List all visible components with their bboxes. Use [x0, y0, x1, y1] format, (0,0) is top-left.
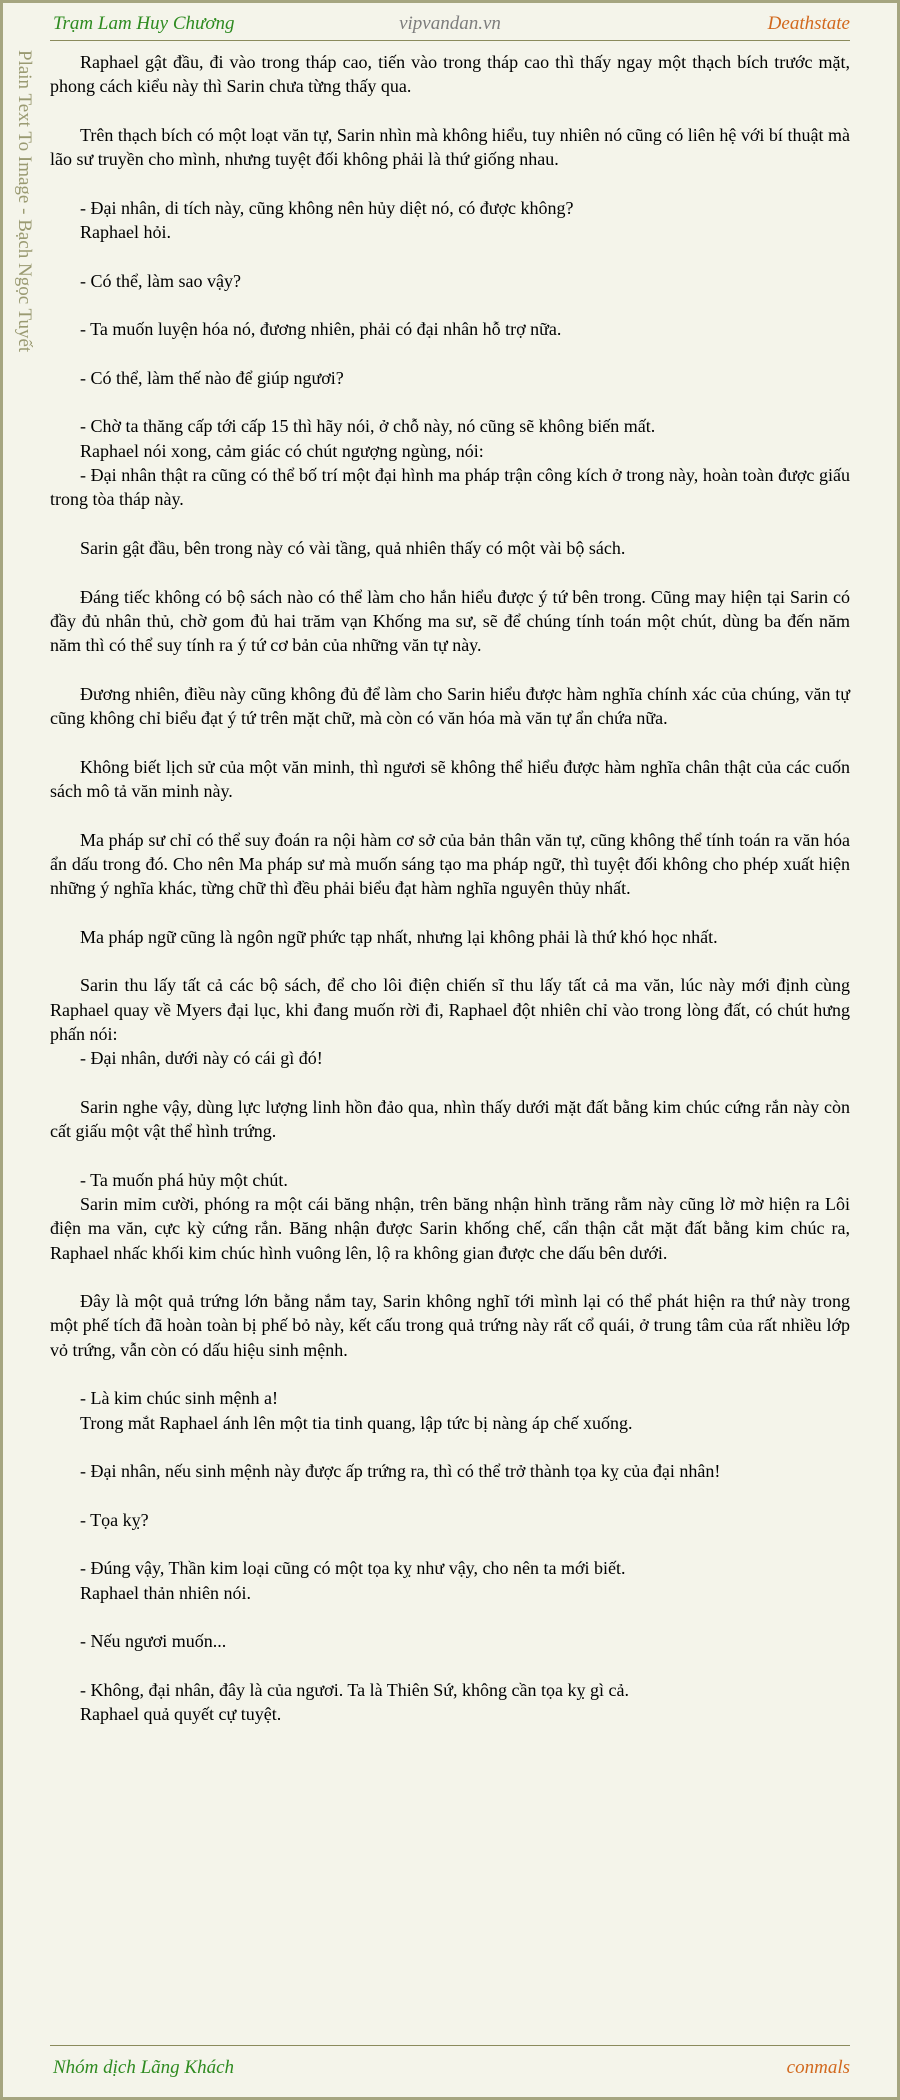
paragraph-text: Trên thạch bích có một loạt văn tự, Sarin nhìn mà không hiểu, tuy nhiên nó cũng có liên hệ với bí thuật mà lão sư truyền cho mình, nhưng tuyệt đối không phải là thứ giống nhau. [50, 124, 850, 170]
paragraph [50, 123, 850, 172]
sidebar-text: Plain Text To Image - Bạch Ngọc Tuyết [14, 50, 35, 353]
paragraph-line: - Chờ ta thăng cấp tới cấp 15 thì hãy nói, ở chỗ này, nó cũng sẽ không biến mất. [80, 416, 656, 437]
paragraph [50, 196, 850, 245]
paragraph-text: - Ta muốn luyện hóa nó, đương nhiên, phải có đại nhân hỗ trợ nữa. [80, 319, 562, 340]
paragraph-text: Sarin gật đầu, bên trong này có vài tầng, quả nhiên thấy có một vài bộ sách. [80, 537, 626, 558]
paragraph-line: - Đại nhân, dưới này có cái gì đó! [80, 1048, 323, 1069]
paragraph-text: - Tọa kỵ? [80, 1509, 149, 1530]
paragraph [50, 1629, 850, 1653]
paragraph-text: Ma pháp sư chỉ có thể suy đoán ra nội hàm cơ sở của bản thân văn tự, cũng không thể tính toán ra văn hóa ẩn dấu trong đó. Cho nên Ma pháp sư mà muốn sáng tạo ma pháp ngữ, thì tuyệt đối không cho phép xuất hiện những ý nghĩa khác, từng chữ thì đều phải biểu đạt hàm nghĩa nguyên thủy nhất. [50, 829, 850, 899]
paragraph-line: - Không, đại nhân, đây là của ngươi. Ta là Thiên Sứ, không cần tọa kỵ gì cả. [80, 1679, 629, 1700]
paragraph [50, 269, 850, 293]
paragraph-line: Trong mắt Raphael ánh lên một tia tinh quang, lập tức bị nàng áp chế xuống. [80, 1412, 633, 1433]
paragraph-line: - Ta muốn phá hủy một chút. [80, 1169, 288, 1190]
paragraph [50, 1289, 850, 1362]
paragraph [50, 536, 850, 560]
paragraph [50, 755, 850, 804]
header-divider [50, 40, 850, 41]
paragraph-line: Raphael quả quyết cự tuyệt. [80, 1704, 282, 1725]
header-site: vipvandan.vn [399, 13, 501, 34]
page-header [50, 10, 850, 38]
paragraph [50, 1678, 850, 1727]
footer-divider [50, 2045, 850, 2046]
paragraph-text: - Đại nhân, nếu sinh mệnh này được ấp trứng ra, thì có thể trở thành tọa kỵ của đại nhân! [80, 1461, 721, 1482]
paragraph-line: - Đúng vậy, Thần kim loại cũng có một tọa kỵ như vậy, cho nên ta mới biết. [80, 1558, 626, 1579]
paragraph [50, 682, 850, 731]
paragraph [50, 317, 850, 341]
paragraph [50, 1386, 850, 1435]
story-text [50, 50, 850, 1751]
paragraph [50, 50, 850, 99]
paragraph [50, 1556, 850, 1605]
paragraph-text: Ma pháp ngữ cũng là ngôn ngữ phức tạp nhất, nhưng lại không phải là thứ khó học nhất. [80, 926, 718, 947]
paragraph-line: Sarin thu lấy tất cả các bộ sách, để cho lôi điện chiến sĩ thu lấy tất cả ma văn, lúc này mới định cùng Raphael quay về Myers đại lục, khi đang muốn rời đi, Raphael đột nhiên chỉ vào trong lòng đất, có chút hưng phấn nói: [50, 975, 850, 1044]
paragraph-text: - Có thể, làm thế nào để giúp ngươi? [80, 367, 344, 388]
paragraph-text: Đương nhiên, điều này cũng không đủ để làm cho Sarin hiểu được hàm nghĩa chính xác của chúng, văn tự cũng không chỉ biểu đạt ý tứ trên mặt chữ, mà còn có văn hóa mà văn tự ẩn chứa nữa. [50, 683, 850, 729]
paragraph-line: - Là kim chúc sinh mệnh a! [80, 1388, 278, 1409]
paragraph-text: Raphael gật đầu, đi vào trong tháp cao, tiến vào trong tháp cao thì thấy ngay một thạch bích trước mặt, phong cách kiểu này thì Sarin chưa từng thấy qua. [50, 52, 850, 97]
paragraph [50, 585, 850, 658]
header-translator: Trạm Lam Huy Chương [53, 13, 235, 34]
paragraph-line: Sarin mỉm cười, phóng ra một cái băng nhận, trên băng nhận hình trăng rằm này cũng lờ mờ hiện ra Lôi điện ma văn, cực kỳ cứng rắn. Băng nhận được Sarin khống chế, cẩn thận cắt mặt đất bằng kim chúc ra, Raphael nhấc khối kim chúc hình vuông lên, lộ ra không gian được che dấu bên dưới. [50, 1193, 850, 1263]
paragraph [50, 1095, 850, 1144]
paragraph [50, 1459, 850, 1483]
paragraph-line: - Đại nhân, di tích này, cũng không nên hủy diệt nó, có được không? [80, 197, 574, 218]
header-author: Deathstate [767, 13, 850, 34]
paragraph-text: - Nếu ngươi muốn... [80, 1631, 227, 1652]
footer-group: Nhóm dịch Lãng Khách [53, 2057, 235, 2078]
paragraph [50, 828, 850, 901]
paragraph-line: Raphael thản nhiên nói. [80, 1582, 251, 1603]
paragraph [50, 973, 850, 1070]
paragraph-text: Đáng tiếc không có bộ sách nào có thể làm cho hắn hiểu được ý tứ bên trong. Cũng may hiện tại Sarin có đầy đủ nhân thủ, chờ gom đủ hai trăm vạn Khống ma sư, sẽ để chúng tính toán một chút, dùng ba đến năm năm thì có thể suy tính ra ý tứ cơ bản của những văn tự này. [50, 586, 850, 656]
paragraph [50, 366, 850, 390]
paragraph-text: Đây là một quả trứng lớn bằng nắm tay, Sarin không nghĩ tới mình lại có thể phát hiện ra thứ này trong một phế tích đã hoàn toàn bị phế bỏ này, kết cấu trong quả trứng này rất cổ quái, ở trung tâm của rất nhiều lớp vỏ trứng, vẫn còn có dấu hiệu sinh mệnh. [50, 1291, 850, 1360]
paragraph-line: - Đại nhân thật ra cũng có thể bố trí một đại hình ma pháp trận công kích ở trong này, hoàn toàn được giấu trong tòa tháp này. [50, 465, 850, 510]
paragraph [50, 925, 850, 949]
paragraph [50, 1508, 850, 1532]
sidebar-watermark [2, 50, 46, 390]
paragraph-text: Sarin nghe vậy, dùng lực lượng linh hồn đảo qua, nhìn thấy dưới mặt đất bằng kim chúc cứng rắn này còn cất giấu một vật thể hình trứng. [50, 1096, 850, 1142]
paragraph-text: Không biết lịch sử của một văn minh, thì ngươi sẽ không thể hiểu được hàm nghĩa chân thật của các cuốn sách mô tả văn minh này. [50, 756, 850, 801]
paragraph [50, 1168, 850, 1265]
paragraph-line: Raphael hỏi. [80, 222, 171, 243]
paragraph-line: Raphael nói xong, cảm giác có chút ngượng ngùng, nói: [80, 440, 484, 461]
footer-credit: conmals [786, 2057, 850, 2078]
paragraph [50, 414, 850, 511]
paragraph-text: - Có thể, làm sao vậy? [80, 270, 241, 291]
page-footer [50, 2057, 850, 2085]
